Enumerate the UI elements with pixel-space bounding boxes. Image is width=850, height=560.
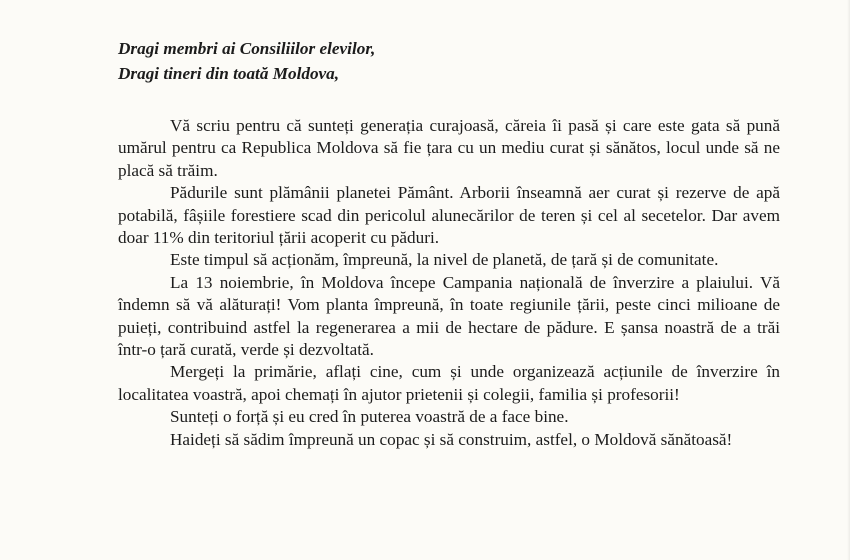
salutation (118, 36, 780, 86)
paragraph-act-now: Este timpul să acționăm, împreună, la nivel de planetă, de țară și de comunitate. (170, 250, 719, 270)
paragraph-strength: Sunteți o forță și eu cred în puterea voastră de a face bine. (170, 407, 569, 427)
paragraph-forests: Pădurile sunt plămânii planetei Pământ. Arborii înseamnă aer curat și rezerve de apă potabilă, fâșiile forestiere scad din pericolul alunecărilor de teren și cel al secetelor. Dar avem doar 11% din teritoriul țării acoperit cu păduri. (118, 183, 780, 248)
paragraph-closing: Haideți să sădim împreună un copac și să construim, astfel, o Moldovă sănătoasă! (170, 429, 733, 449)
letter-body (118, 36, 780, 451)
paragraph-town-hall: Mergeți la primărie, aflați cine, cum și unde organizează acțiunile de înverzire în localitatea voastră, apoi chemați în ajutor prietenii și colegii, familia și profesorii! (118, 362, 780, 404)
salutation-line-1: Dragi membri ai Consiliilor elevilor, (118, 39, 376, 58)
paragraph-intro: Vă scriu pentru că sunteți generația curajoasă, căreia îi pasă și care este gata să pună umărul pentru ca Republica Moldova să fie țara cu un mediu curat și sănătos, locul unde să ne placă să trăim. (118, 116, 780, 180)
letter-text (118, 115, 780, 451)
paragraph-campaign: La 13 noiembrie, în Moldova începe Campania națională de înverzire a plaiului. Vă îndemn să vă alăturați! Vom planta împreună, în toate regiunile țării, peste cinci milioane de puieți, contribuind astfel la regenerarea a mii de hectare de pădure. E șansa noastră de a trăi într-o țară curată, verde și dezvoltată. (118, 272, 780, 360)
salutation-line-2: Dragi tineri din toată Moldova, (118, 64, 340, 83)
